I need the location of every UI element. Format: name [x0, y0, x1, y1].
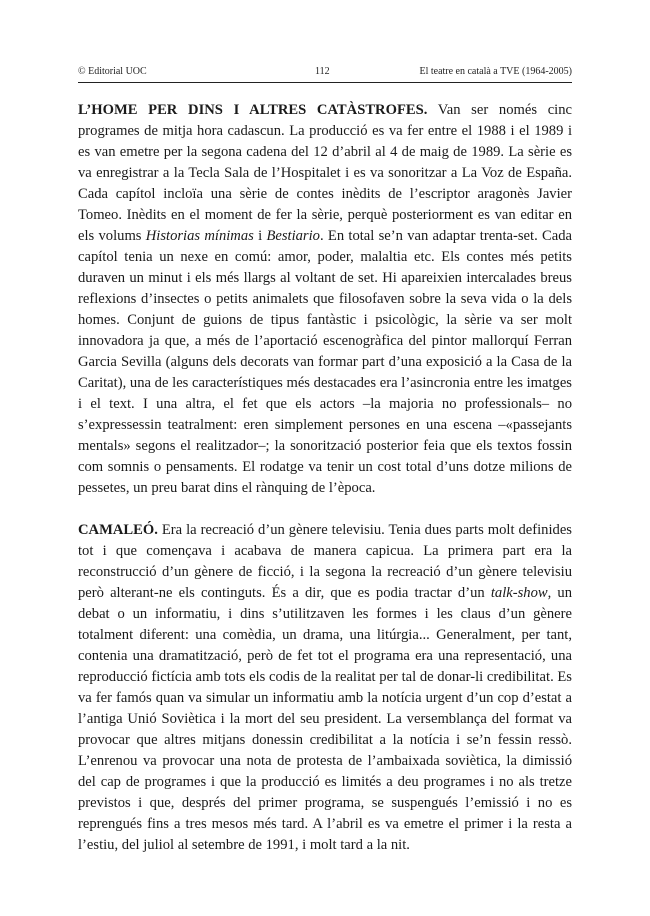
entry-text: . En total se’n van adaptar trenta-set. Cada capítol tenia un nexe en comú: amor, poder, malaltia etc. Els contes més petits duraven un minut i els més llargs al voltant de set. Hi apareixien intercalades breus reflexions d’insectes o petits animalets que filosofaven sobre la seva vida o la dels homes. Conjunt de guions de tipus fantàstic i psicològic, la sèrie va ser molt innovadora ja que, a més de l’aportació escenogràfica del pintor mallorquí Ferran Garcia Sevilla (alguns dels decorats van formar part d’una exposició a la Casa de la Caritat), una de les característiques més destacades era l’asincronia entre les imatges i el text. I una altra, el fet que els actors –la majoria no professionals– no s’expressessin teatralment: eren simplement persones en una escena –«passejants mentals» segons el realitzador–; la sonorització posterior feia que els textos fossin com somnis o pensaments. El rodatge va tenir un cost total d’uns dotze milions de pessetes, un preu barat dins el rànquing de l’època. — [78, 228, 572, 496]
entry-paragraph-camaleo — [78, 520, 572, 856]
header-divider — [78, 82, 572, 83]
term-talk-show: talk-show — [490, 585, 548, 601]
book-title-bestiario: Bestiario — [266, 228, 320, 244]
book-title: El teatre en català a TVE (1964-2005) — [419, 66, 572, 77]
entry-text: Van ser només cinc programes de mitja hora cadascun. La producció es va fer entre el 1988 i el 1989 i es van emetre per la segona cadena del 12 d’abril al 4 de maig de 1989. La sèrie es va enregistrar a la Tecla Sala de l’Hospitalet i es va sonoritzar a La Voz de España. Cada capítol incloïa una sèrie de contes inèdits de l’escriptor aragonès Javier Tomeo. Inèdits en el moment de fer la sèrie, perquè posteriorment es van editar en els volums — [78, 102, 572, 244]
entry-title-lhome: L’HOME PER DINS I ALTRES CATÀSTROFES. — [78, 102, 428, 118]
page-number: 112 — [315, 66, 330, 77]
entry-text: i — [253, 228, 267, 244]
publisher-label: © Editorial UOC — [78, 66, 147, 77]
book-title-historias: Historias mínimas — [145, 228, 254, 244]
entry-text: , un debat o un informatiu, i dins s’utilitzaven les formes i les claus d’un gènere totalment diferent: una comèdia, un drama, una litúrgia... Generalment, per tant, contenia una dramatització, però de fet tot el programa era una representació, una reproducció fictícia amb tots els codis de la realitat per tal de donar-li credibilitat. Es va fer famós quan va simular un informatiu amb la notícia urgent d’un cop d’estat a l’antiga Unió Soviètica i la mort del seu president. La versemblança del format va provocar que altres mitjans donessin credibilitat a la notícia i se’n fessin ressò. L’enrenou va provocar una nota de protesta de l’ambaixada soviètica, la dimissió del cap de programes i que la producció es limités a deu programes i no als tretze previstos i que, després del primer programa, se suspengués l’emissió i no es reprengués fins a tres mesos més tard. A l’abril es va emetre el primer i la resta a l’estiu, del juliol al setembre de 1991, i molt tard a la nit. — [78, 585, 573, 853]
entry-title-camaleo: CAMALEÓ. — [78, 522, 158, 538]
entry-paragraph-lhome — [78, 100, 572, 499]
body-text — [78, 100, 572, 856]
entry-text: Era la recreació d’un gènere televisiu. Tenia dues parts molt definides tot i que començava i acabava de manera capicua. La primera part era la reconstrucció d’un gènere de ficció, i la segona la recreació d’un gènere televisiu però alterant-ne els continguts. És a dir, que es podia tractar d’un — [78, 522, 572, 601]
